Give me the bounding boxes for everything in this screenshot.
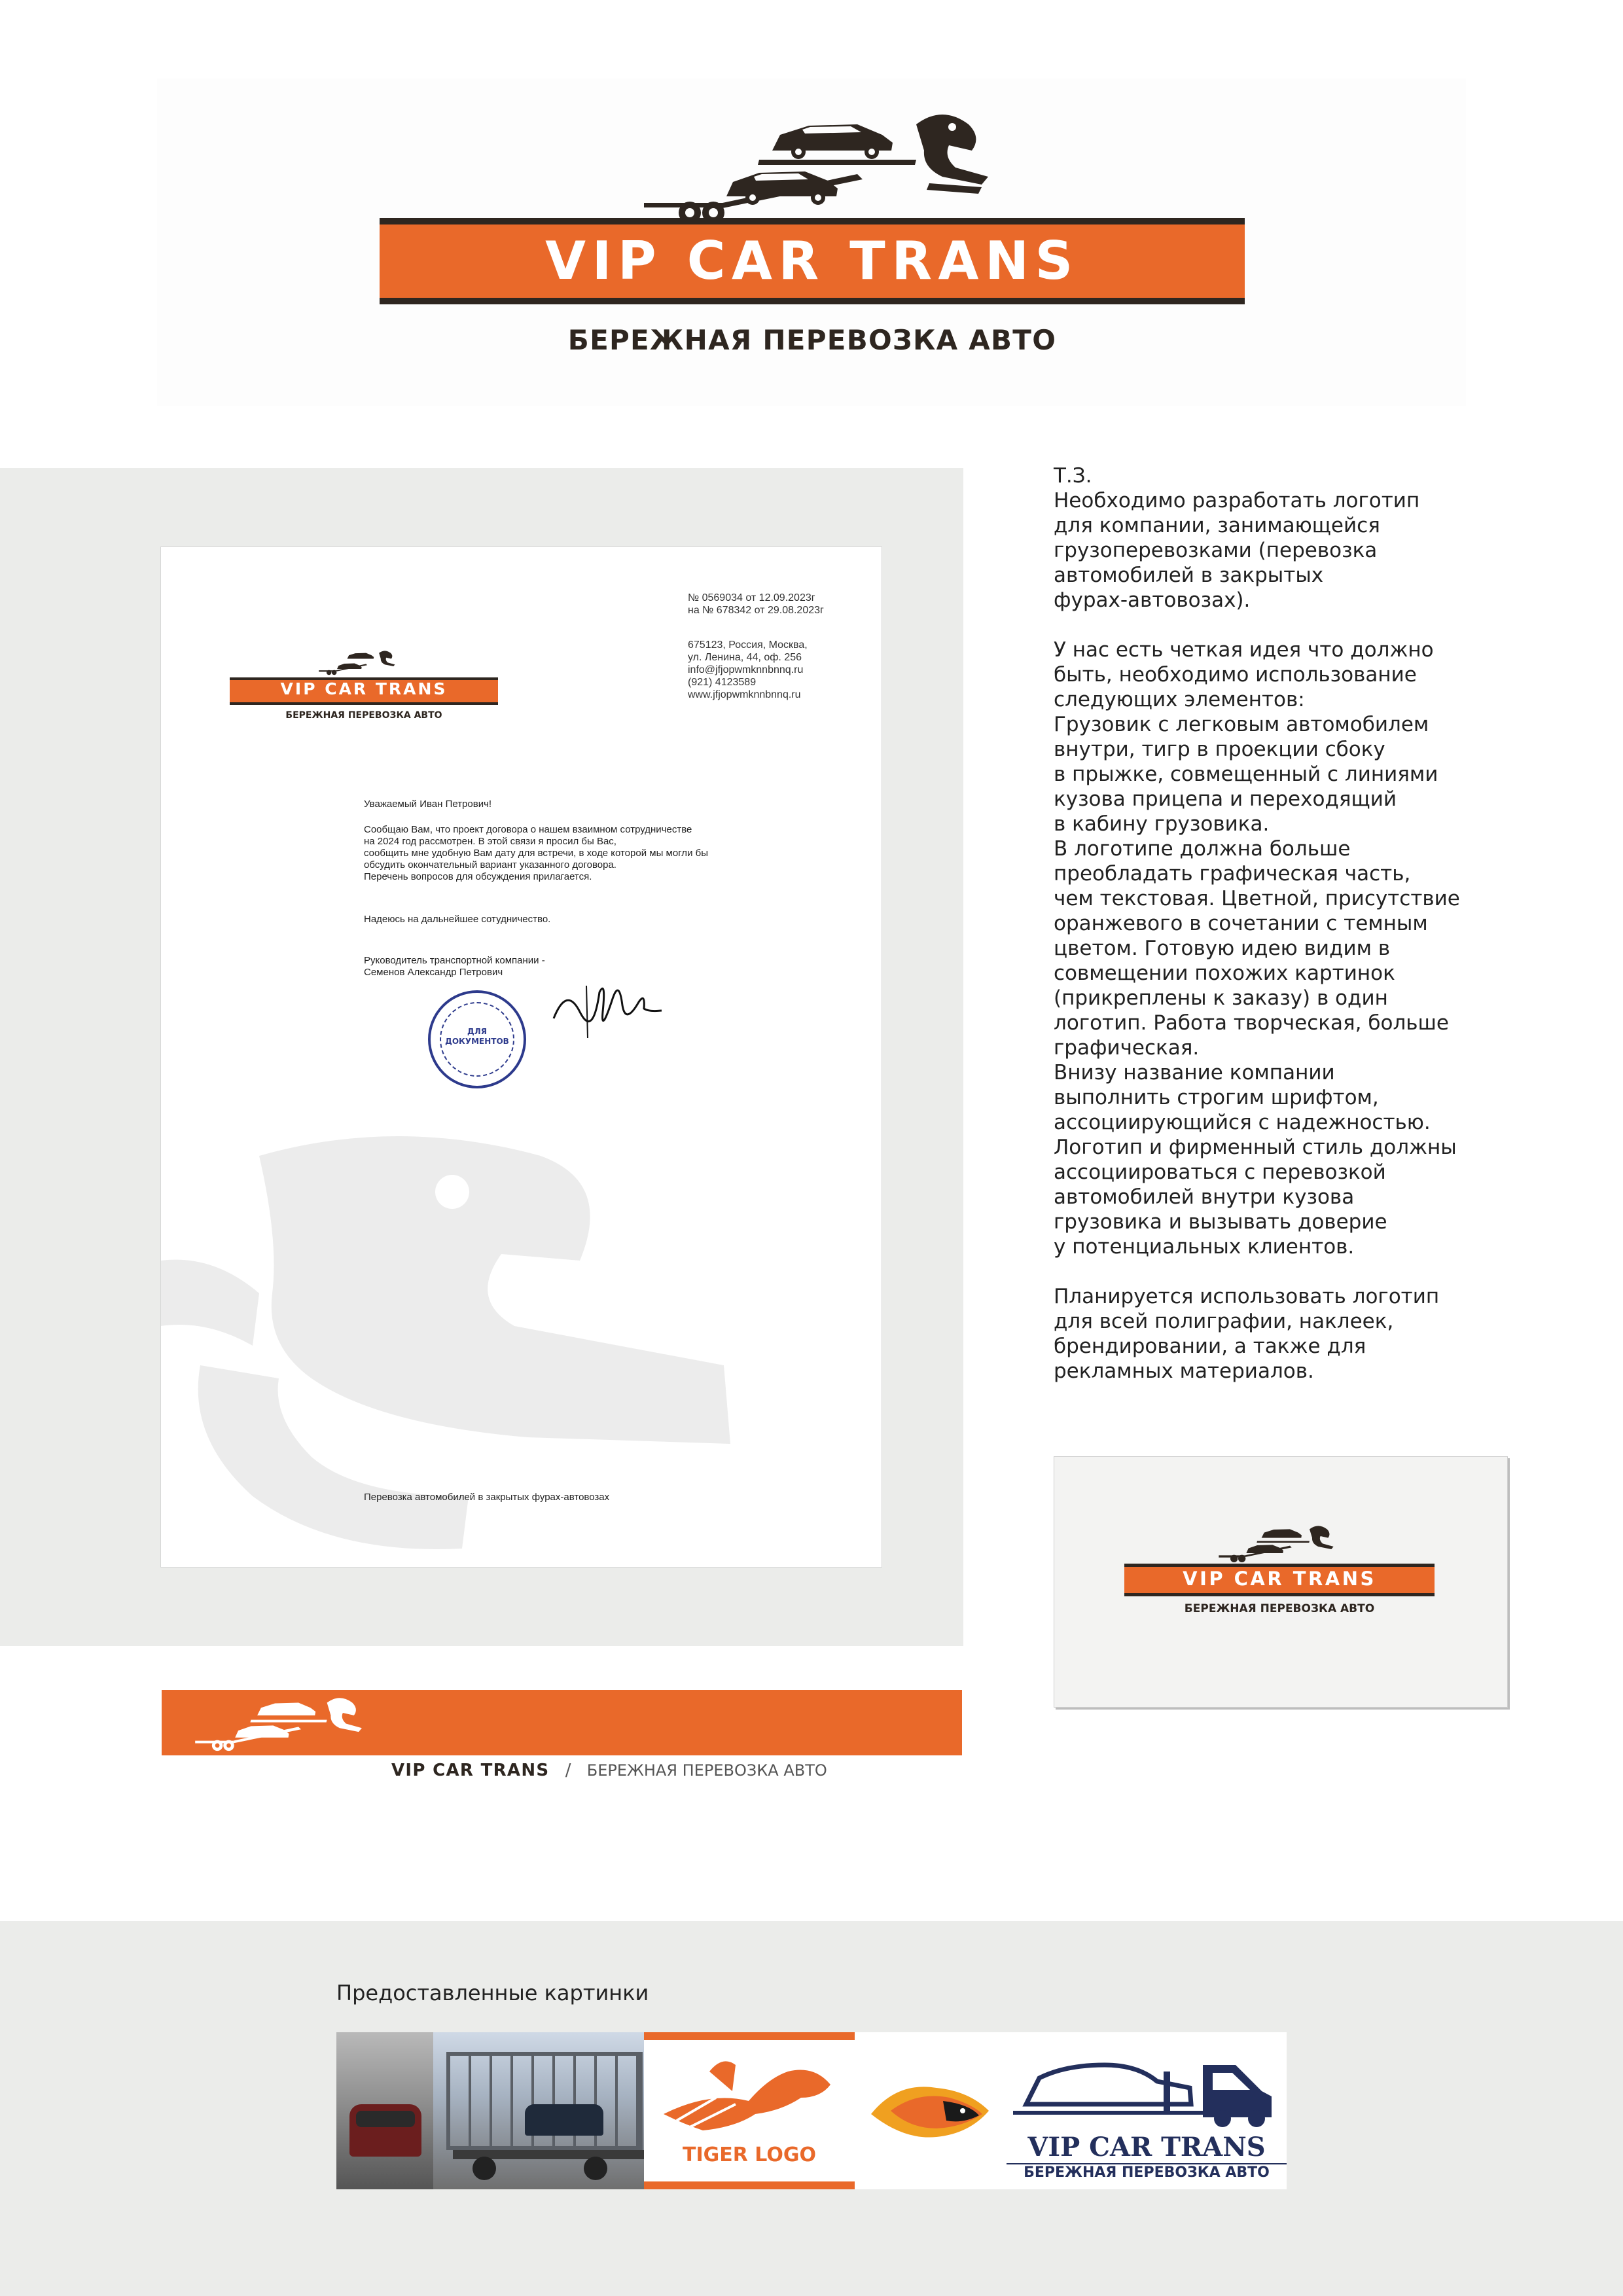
banner-brand-name: VIP CAR TRANS <box>391 1761 550 1780</box>
letterhead-logo <box>230 649 498 721</box>
brand-band: VIP CAR TRANS <box>380 218 1245 304</box>
company-stamp <box>428 990 526 1088</box>
vip-truck-reference <box>1007 2032 1287 2189</box>
brand-tagline: БЕРЕЖНАЯ ПЕРЕВОЗКА АВТО <box>1184 1602 1375 1615</box>
tiger-logo-reference <box>644 2032 855 2189</box>
banner-strip <box>162 1690 962 1755</box>
letter-closing: Надеюсь на дальнейшее сотудничество. <box>364 914 551 925</box>
letter-signature-title: Руководитель транспортной компании - Семенов Александр Петрович <box>364 955 545 978</box>
truck-outline-icon <box>1013 2045 1281 2130</box>
letter-address: 675123, Россия, Москва, ул. Ленина, 44, оф. 256 info@jfjopwmknnbnnq.ru (921) 4123589 www.jfjopwmknnbnnq.ru <box>688 639 808 700</box>
letter-body: Сообщаю Вам, что проект договора о нашем взаимном сотрудничестве на 2024 год рассмотрен. В этой связи я просил бы Вас, сообщить мне удобную Вам дату для встречи, в ходе которой мы могли бы обсудить окончательный вариант указанного договора. Перечень вопросов для обсуждения прилагается. <box>364 824 708 882</box>
brand-band: VIP CAR TRANS <box>1124 1564 1435 1596</box>
truck-tiger-icon <box>191 1693 368 1753</box>
brand-tagline: БЕРЕЖНАЯ ПЕРЕВОЗКА АВТО <box>567 324 1057 356</box>
banner-separator: / <box>565 1761 571 1780</box>
truck-tiger-icon <box>1218 1522 1336 1564</box>
flame-tiger-reference <box>855 2032 1007 2189</box>
main-logo <box>157 79 1466 406</box>
spec-text: Т.З. Необходимо разработать логотип для компании, занимающейся грузоперевозками (перевозка автомобилей в закрытых фурах-автовозах). У нас есть четкая идея что должно быть, необходимо использование следующих элементов: Грузовик с легковым автомобилем внутри, тигр в проекции сбоку в прыжке, совмещенный с линиями кузова прицепа и переходящий в кабину грузовика. В логотипе должна больше преобладать графическая часть, чем текстовая. Цветной, присутствие оранжевого в сочетании с темным цветом. Готовую идею видим в совмещении похожих картинок (прикреплены к заказу) в один логотип. Работа творческая, больше графическая. Внизу название компании выполнить строгим шрифтом, ассоциирующийся с надежностью. Логотип и фирменный стиль должны ассоциироваться с перевозкой автомобилей внутри кузова грузовика и вызывать доверие у потенциальных клиентов. Планируется использовать логотип для всей полиграфии, наклеек, брендировании, а также для рекламных материалов. <box>1054 464 1460 1383</box>
banner-caption <box>391 1761 954 1780</box>
car-in-trailer-photo <box>336 2032 433 2189</box>
letter-reference: № 0569034 от 12.09.2023г на № 678342 от 29.08.2023г <box>688 592 824 616</box>
references-strip <box>336 2032 1287 2189</box>
car-carrier-photo <box>433 2032 653 2189</box>
leaping-tiger-icon <box>657 2052 840 2137</box>
truck-tiger-icon <box>641 105 995 229</box>
flame-tiger-head-icon <box>865 2075 995 2147</box>
vip-reference-name: VIP CAR TRANS <box>1027 2132 1266 2162</box>
vip-reference-tagline: БЕРЕЖНАЯ ПЕРЕВОЗКА АВТО <box>1007 2163 1287 2181</box>
references-title: Предоставленные картинки <box>336 1981 649 2005</box>
letterhead-sheet <box>160 547 882 1568</box>
letter-greeting: Уважаемый Иван Петрович! <box>364 798 492 810</box>
brand-band: VIP CAR TRANS <box>230 677 498 705</box>
brand-tagline: БЕРЕЖНАЯ ПЕРЕВОЗКА АВТО <box>285 710 442 721</box>
signature-icon <box>541 973 665 1045</box>
business-card <box>1054 1456 1508 1708</box>
tiger-logo-label: TIGER LOGO <box>683 2144 816 2166</box>
truck-tiger-icon <box>318 649 397 676</box>
banner-tagline: БЕРЕЖНАЯ ПЕРЕВОЗКА АВТО <box>586 1761 827 1780</box>
stamp-text: ДЛЯ ДОКУМЕНТОВ <box>445 1027 509 1046</box>
letter-footer: Перевозка автомобилей в закрытых фурах-автовозах <box>364 1492 610 1503</box>
